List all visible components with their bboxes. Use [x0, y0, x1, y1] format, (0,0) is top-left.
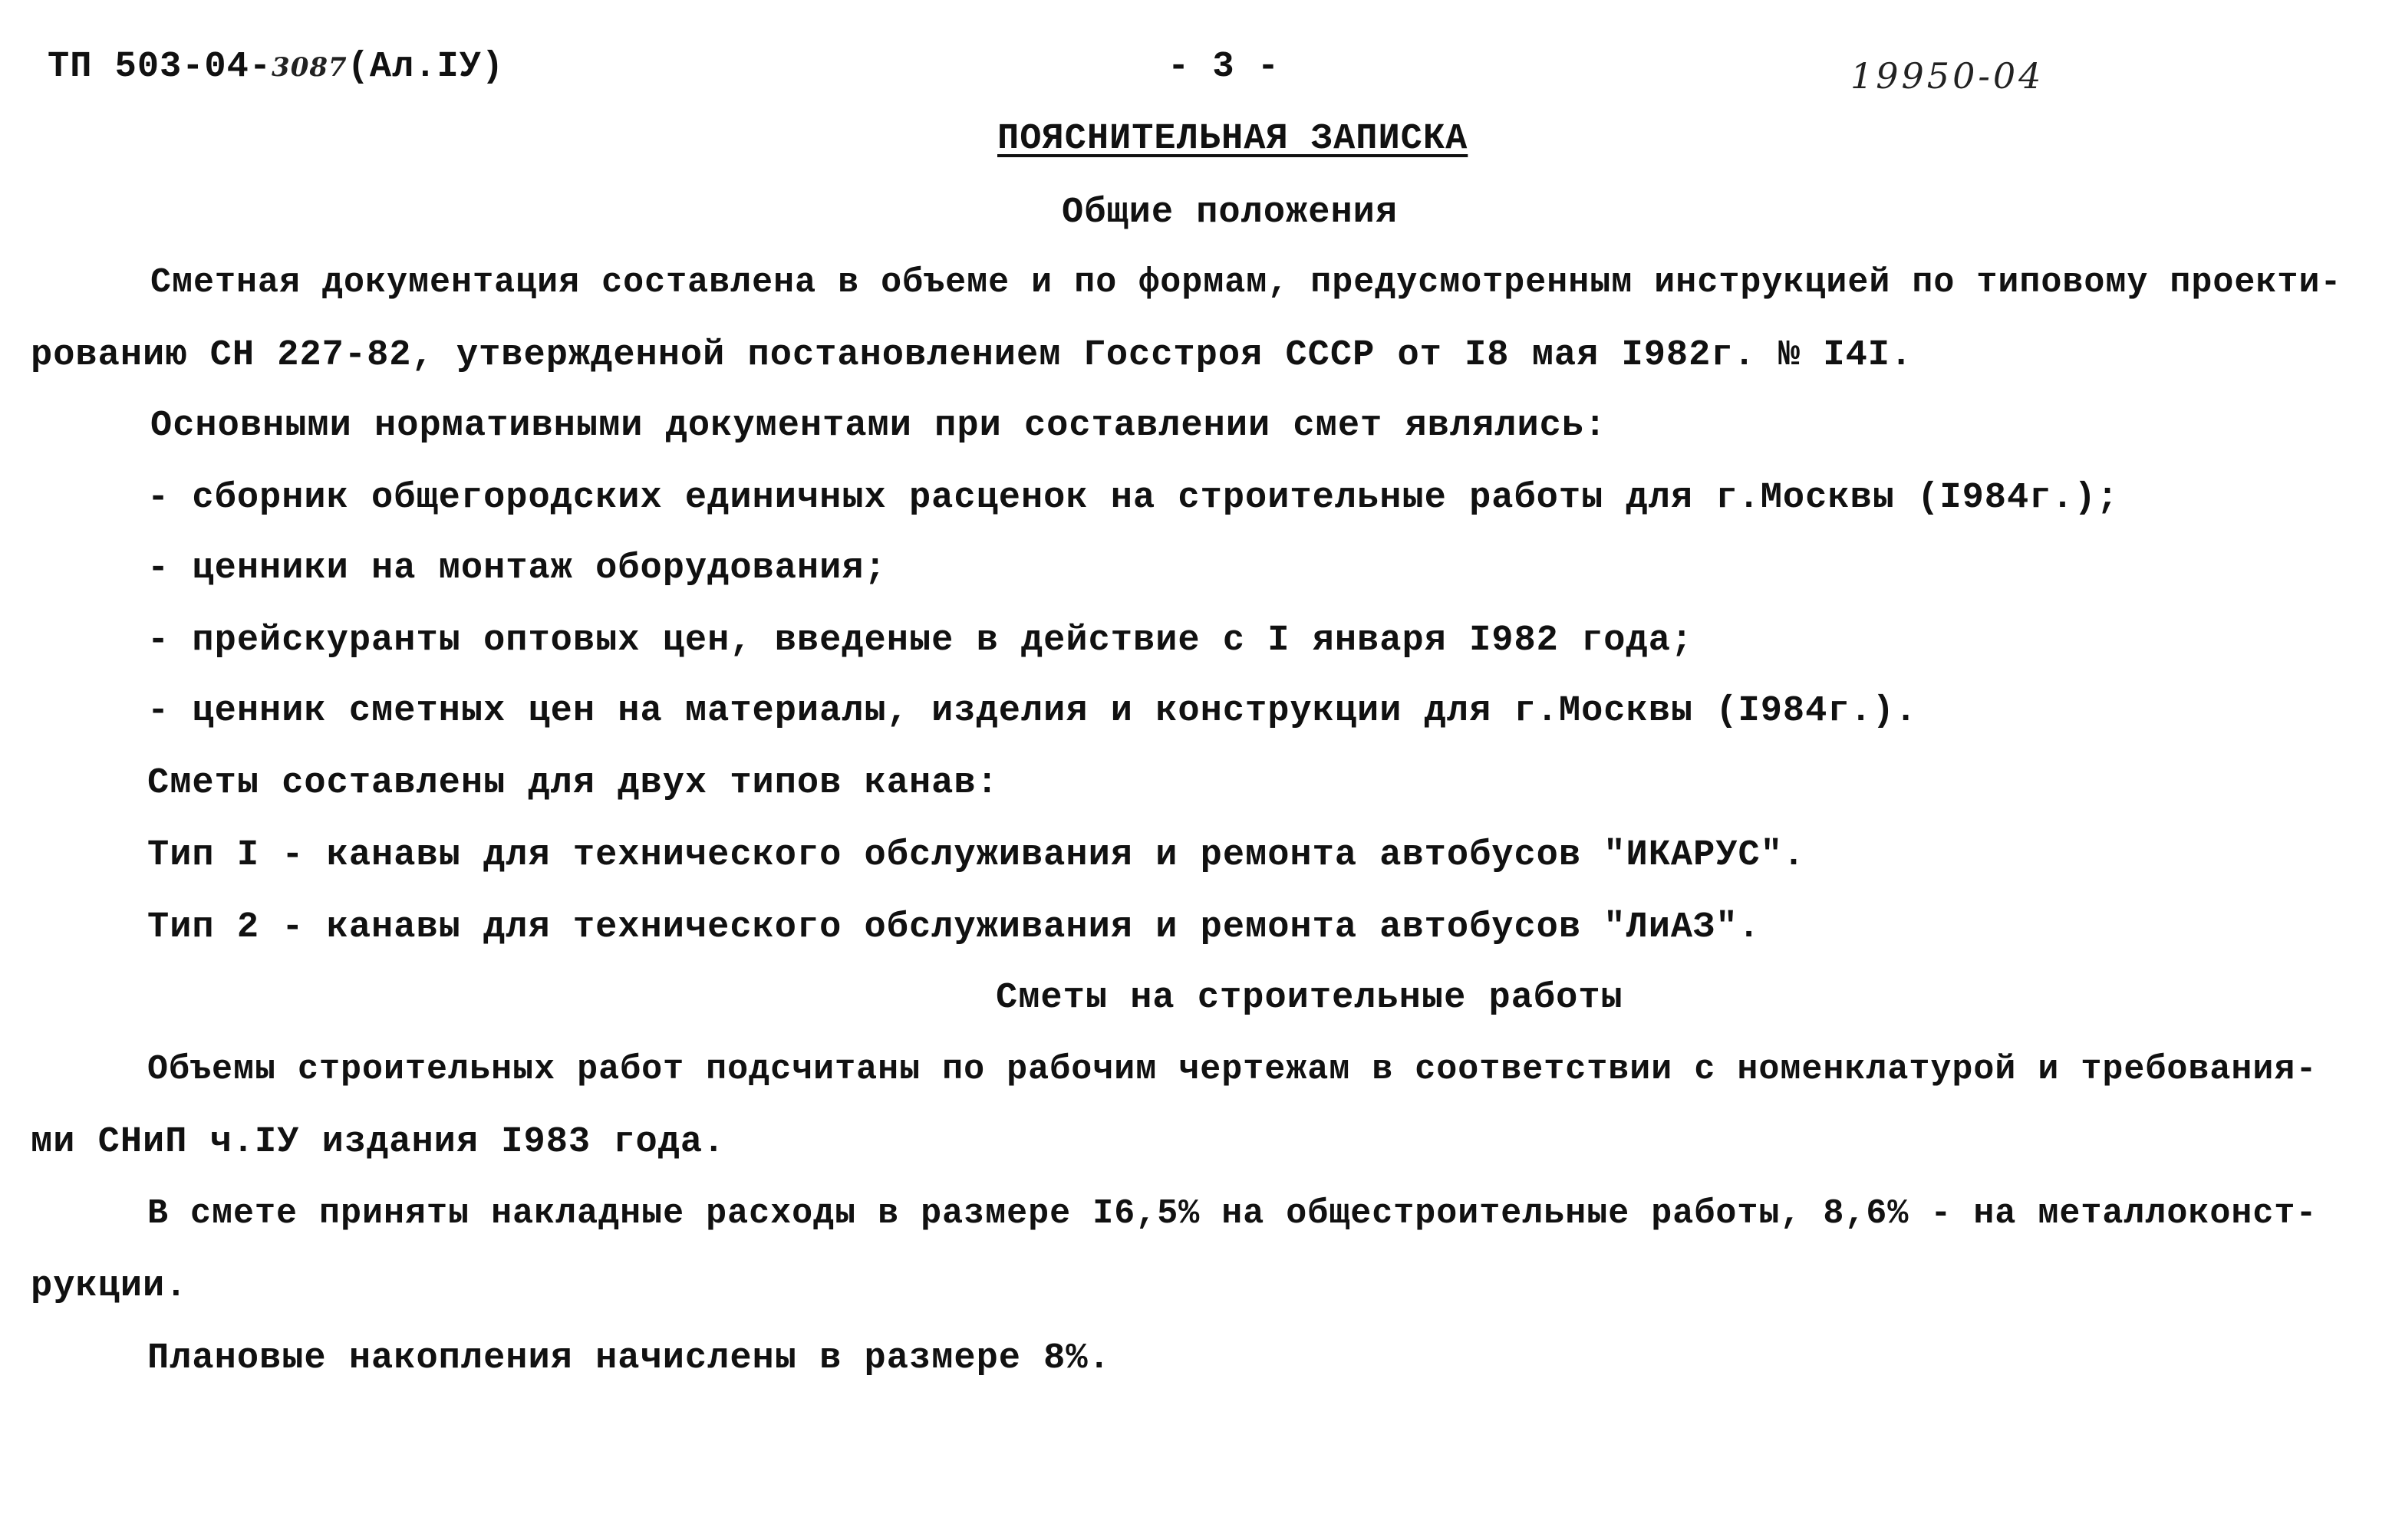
section-heading-general: Общие положения: [1062, 192, 1399, 233]
list-item: - прейскуранты оптовых цен, введеные в действие с I января I982 года;: [147, 620, 1694, 661]
document-code-handwritten: 3087: [272, 52, 348, 83]
list-item: - сборник общегородских единичных расценок на строительные работы для г.Москвы (I984г.);: [147, 478, 2120, 518]
paragraph-line: Сметная документация составлена в объеме и по формам, предусмотренным инструкцией по типовому проекти-: [150, 263, 2342, 302]
paragraph-line: Объемы строительных работ подсчитаны по рабочим чертежам в соответствии с номенклатурой и требования-: [147, 1050, 2318, 1089]
paragraph-line: Основными нормативными документами при составлении смет являлись:: [150, 406, 1607, 446]
paragraph-line: ми СНиП ч.IУ издания I983 года.: [31, 1122, 726, 1163]
section-heading-construction: Сметы на строительные работы: [996, 978, 1623, 1018]
paragraph-line: Сметы составлены для двух типов канав:: [147, 763, 999, 804]
paragraph-line: Тип 2 - канавы для технического обслуживания и ремонта автобусов "ЛиАЗ".: [147, 907, 1761, 948]
archive-number: 19950-04: [1850, 55, 2045, 97]
page-number: - 3 -: [1168, 47, 1280, 87]
document-code-suffix: (Ал.IУ): [347, 47, 505, 87]
list-item: - ценники на монтаж оборудования;: [147, 548, 887, 589]
paragraph-line: Плановые накопления начислены в размере 8%.: [147, 1338, 1111, 1379]
page-title: ПОЯСНИТЕЛЬНАЯ ЗАПИСКА: [997, 119, 1468, 160]
document-code-typed: ТП 503-04-: [48, 47, 272, 87]
list-item: - ценник сметных цен на материалы, изделия и конструкции для г.Москвы (I984г.).: [147, 691, 1918, 732]
paragraph-line: рукции.: [31, 1266, 188, 1307]
paragraph-line: рованию СН 227-82, утвержденной постановлением Госстроя СССР от I8 мая I982г. № I4I.: [31, 335, 1913, 376]
paragraph-line: Тип I - канавы для технического обслуживания и ремонта автобусов "ИКАРУС".: [147, 835, 1806, 876]
paragraph-line: В смете приняты накладные расходы в размере I6,5% на общестроительные работы, 8,6% - на металлоконст-: [147, 1194, 2318, 1233]
document-code: [48, 49, 504, 85]
